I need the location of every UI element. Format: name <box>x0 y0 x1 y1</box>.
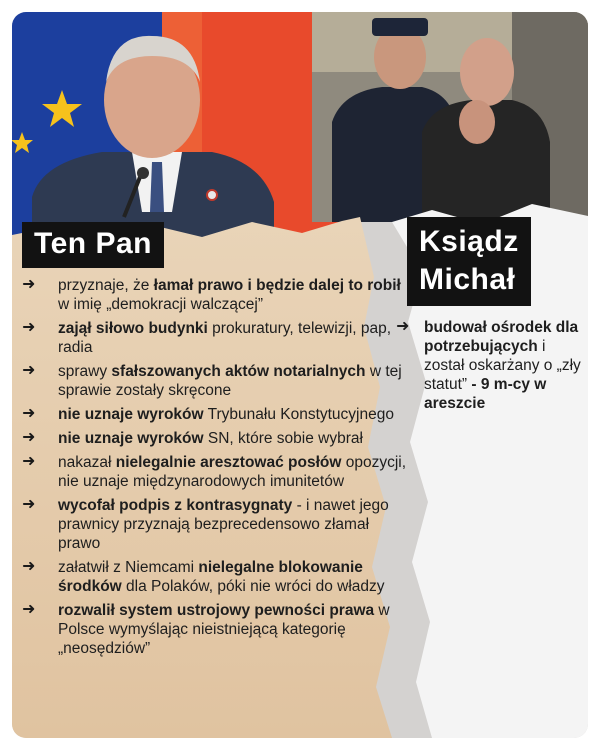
heading-left: Ten Pan <box>22 222 164 268</box>
text: nakazał <box>58 454 116 471</box>
text: - i nawet jego prawnicy przyznają bezprecedensowo złamał prawo <box>58 497 389 552</box>
bullet-item <box>22 319 414 357</box>
graphic-frame <box>12 12 588 738</box>
arrow-icon: ➜ <box>22 453 36 470</box>
bullet-item <box>22 453 414 491</box>
bullet-item <box>22 362 414 400</box>
bold-text: - 9 m-cy w areszcie <box>424 376 547 412</box>
heading-right: Ksiądz Michał <box>407 217 531 306</box>
bold-text: nie uznaje wyroków <box>58 430 204 447</box>
bold-text: rozwalił system ustrojowy pewności prawa <box>58 602 375 619</box>
arrow-icon: ➜ <box>22 319 36 336</box>
bold-text: sfałszowanych aktów notarialnych <box>111 363 366 380</box>
bullet-item <box>22 429 414 448</box>
bold-text: łamał prawo i będzie dalej to robił <box>153 277 401 294</box>
bold-text: nie uznaje wyroków <box>58 406 204 423</box>
bold-text: zajął siłowo budynki <box>58 320 208 337</box>
bullet-item <box>22 558 414 596</box>
text: w tej sprawie zostały skręcone <box>58 363 402 399</box>
arrow-icon: ➜ <box>22 429 36 446</box>
bold-text: wycofał podpis z kontrasygnaty <box>58 497 293 514</box>
arrow-icon: ➜ <box>22 496 36 513</box>
bold-text: budował ośrodek dla potrzebujących <box>424 319 579 355</box>
text: opozycji, nie uznaje międzynarodowych imunitetów <box>58 454 407 490</box>
bullet-item <box>22 405 414 424</box>
text: w Polsce wymyślając nieistniejącą kategorię „neosędziów” <box>58 602 390 657</box>
bold-text: nielegalne blokowanie środków <box>58 559 363 595</box>
arrow-icon: ➜ <box>396 318 410 335</box>
text: sprawy <box>58 363 112 380</box>
text: SN, które sobie wybrał <box>203 430 363 447</box>
arrow-icon: ➜ <box>22 601 36 618</box>
bullet-list-left <box>22 276 414 663</box>
text: załatwił z Niemcami <box>58 559 199 576</box>
text: Trybunału Konstytucyjnego <box>203 406 394 423</box>
bold-text: nielegalnie aresztować posłów <box>115 454 342 471</box>
arrow-icon: ➜ <box>22 362 36 379</box>
portrait-photo-right <box>312 12 588 222</box>
text: przyznaje, że <box>58 277 154 294</box>
bullet-item <box>22 276 414 314</box>
bullet-item <box>22 601 414 658</box>
arrow-icon: ➜ <box>22 405 36 422</box>
bullet-item <box>22 496 414 553</box>
text: i został oskarżany o „zły statut” <box>424 338 581 393</box>
arrow-icon: ➜ <box>22 276 36 293</box>
text: dla Polaków, póki nie wróci do władzy <box>121 578 385 595</box>
text: prokuratury, telewizji, pap, radia <box>58 320 392 356</box>
text: w imię „demokracji walczącej” <box>58 296 263 313</box>
arrow-icon: ➜ <box>22 558 36 575</box>
bullet-item-right <box>390 318 588 413</box>
